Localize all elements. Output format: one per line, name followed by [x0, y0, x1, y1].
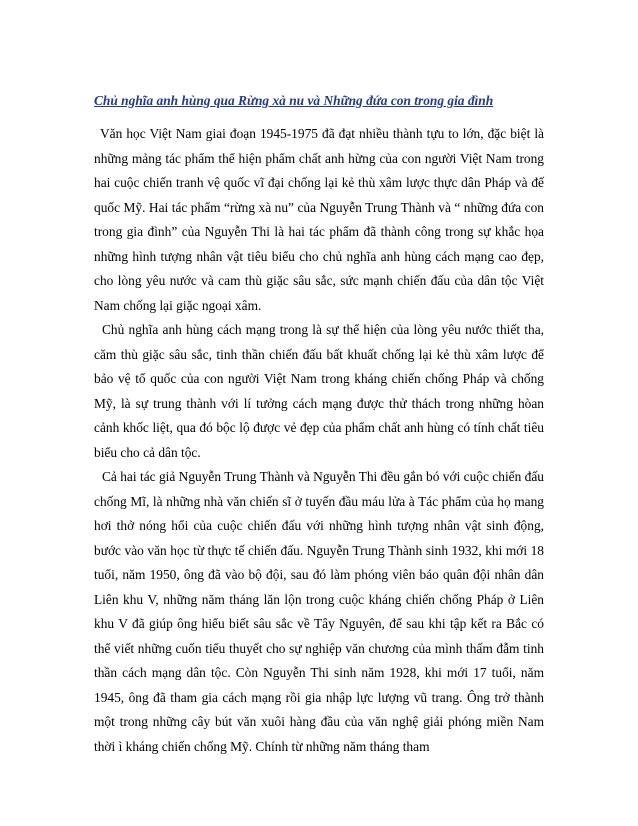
paragraph-heroism-definition: Chủ nghĩa anh hùng cách mạng trong là sự thể hiện của lòng yêu nước thiết tha, căm thù giặc sâu sắc, tinh thần chiến đấu bất khuất chống lại kẻ thù xâm lược để bảo vệ tổ quốc của con người Việt Nam trong kháng chiến chống Pháp và chống Mỹ, là sự trung thành với lí tưởng cách mạng được thử thách trong những hòan cảnh khốc liệt, qua đó bộc lộ được vẻ đẹp của phẩm chất anh hùng có tính chất tiêu biểu cho cả dân tộc. [94, 322, 544, 460]
document-body [94, 92, 544, 759]
document-title: Chủ nghĩa anh hùng qua Rừng xà nu và Những đứa con trong gia đình [94, 93, 494, 108]
paragraph-authors: Cả hai tác giả Nguyễn Trung Thành và Nguyễn Thi đều gắn bó với cuộc chiến đấu chống Mĩ, là những nhà văn chiến sĩ ở tuyến đầu máu lửa à Tác phẩm của họ mang hơi thở nóng hổi của cuộc chiến đấu với những hình tượng nhân vật sinh động, bước vào văn học từ thực tế chiến đấu. Nguyễn Trung Thành sinh 1932, khi mới 18 tuổi, năm 1950, ông đã vào bộ đội, sau đó làm phóng viên báo quân đội nhân dân Liên khu V, những năm tháng lăn lộn trong cuộc kháng chiến chống Pháp ở Liên khu V đã giúp ông hiểu biết sâu sắc về Tây Nguyên, để sau khi tập kết ra Bắc có thể viết những cuốn tiểu thuyết cho sự nghiệp văn chương của mình thấm đẫm tinh thần cách mạng dân tộc. Còn Nguyễn Thi sinh năm 1928, khi mới 17 tuổi, năm 1945, ông đã tham gia cách mạng rồi gia nhập lực lượng vũ trang. Ông trở thành một trong những cây bút văn xuôi hàng đầu của văn nghệ giải phóng miền Nam thời ì kháng chiến chống Mỹ. Chính từ những năm tháng tham [94, 469, 544, 754]
paragraph-intro: Văn học Việt Nam giai đoạn 1945-1975 đã đạt nhiều thành tựu to lớn, đặc biệt là những mảng tác phẩm thể hiện phẩm chất anh hừng của con người Việt Nam trong hai cuộc chiến tranh vệ quốc vĩ đại chống lại kẻ thù xâm lược thực dân Pháp và đế quốc Mỹ. Hai tác phẩm “rừng xà nu” của Nguyễn Trung Thành và “ những đứa con trong gia đình” của Nguyễn Thi là hai tác phẩm đã thành công trong sự khắc họa những hình tượng nhân vật tiêu biểu cho chủ nghĩa anh hùng cách mạng cao đẹp, cho lòng yêu nước và cam thù giặc sâu sắc, sức mạnh chiến đấu của dân tộc Việt Nam chống lại giặc ngoại xâm. [94, 126, 544, 313]
